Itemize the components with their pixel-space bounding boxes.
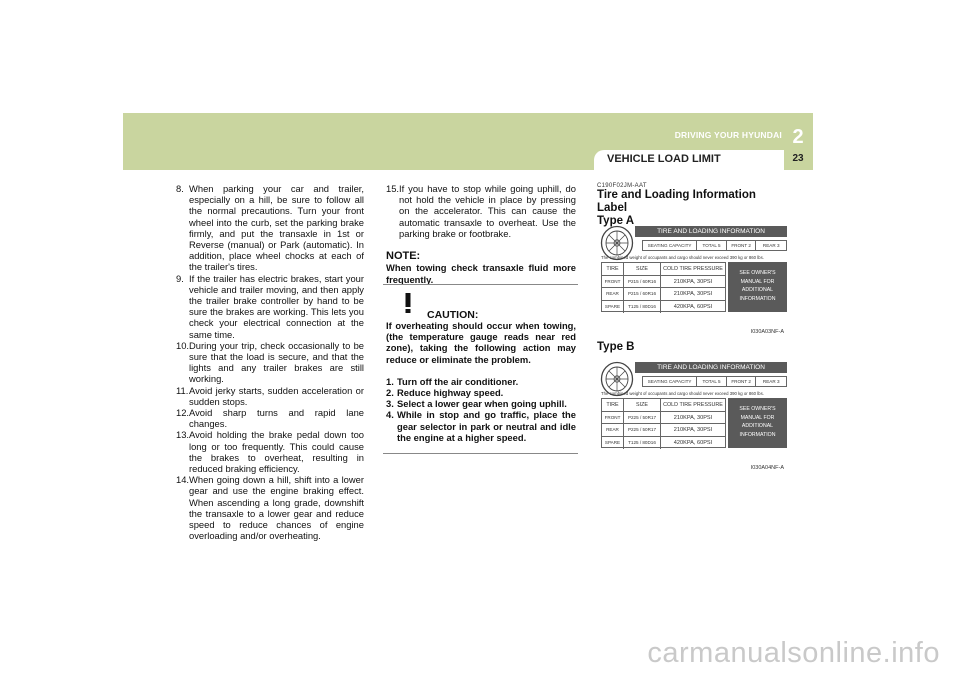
figure-ref-a: I030A03NF-A (750, 329, 784, 335)
see-owners-manual-box: SEE OWNER'S MANUAL FOR ADDITIONAL INFORMATION (728, 398, 787, 448)
table-row: SPARE T125 / 80D16 420KPA, 60PSI (602, 301, 725, 314)
note-title: NOTE: (386, 250, 421, 263)
list-item: 1. Turn off the air conditioner. (386, 375, 519, 387)
table-row: TIRE SIZE COLD TIRE PRESSURE (602, 263, 725, 276)
list-item: 10. During your trip, check occasionally to be sure that the load is secure, and that the lights and any trailer brakes are still working. (176, 339, 364, 385)
list-item: 13. Avoid holding the brake pedal down too long or too frequently. This could cause the brakes to overheat, resulting in reduced braking efficiency. (176, 429, 364, 475)
label-heading: Tire and Loading Information Label (597, 189, 756, 214)
chapter-name: DRIVING YOUR HYUNDAI (674, 130, 782, 140)
type-b-title: Type B (597, 341, 635, 353)
type-a-title: Type A (597, 215, 635, 227)
tire-label-type-a (597, 222, 787, 326)
list-item: 15. If you have to stop while going uphill, do not hold the vehicle in place by pressing on the accelerator. This can cause the automatic transaxle to overheat. Use the parking brake or footbrake. (386, 183, 576, 239)
list-item: 9. If the trailer has electric brakes, start your vehicle and trailer moving, and then apply the trailer brake controller by hand to be sure the brakes are working. This lets you check your electrical connection at the same time. (176, 272, 364, 340)
list-item: 8. When parking your car and trailer, especially on a hill, be sure to follow all the normal precautions. Turn your front wheel into the curb, set the parking brake firmly, and put the transaxle in 1st or Reverse (manual) or Park (automatic). In addition, place wheel chocks at each of the trailer's tires. (176, 183, 364, 273)
tire-pressure-table (601, 398, 726, 448)
caution-title: CAUTION: (427, 309, 479, 321)
list-item: 3. Select a lower gear when going uphill. (386, 398, 567, 410)
table-row: FRONT P225 / 50R17 210KPA, 30PSI (602, 412, 725, 425)
label-header: TIRE AND LOADING INFORMATION (635, 362, 787, 373)
seating-row: SEATING CAPACITY TOTAL 5 FRONT 2 REAR 3 (642, 376, 787, 387)
see-owners-manual-box: SEE OWNER'S MANUAL FOR ADDITIONAL INFORMATION (728, 262, 787, 312)
table-row: REAR P215 / 60R16 210KPA, 30PSI (602, 288, 725, 301)
column-middle (386, 183, 576, 285)
caution-body (386, 320, 576, 443)
note-text: When towing check transaxle fluid more frequently. (386, 262, 576, 285)
list-item: 4. While in stop and go traffic, place the gear selector in park or neutral and idle the engine at a higher speed. (386, 409, 576, 443)
table-row: FRONT P215 / 60R16 210KPA, 30PSI (602, 276, 725, 289)
tire-label-type-b (597, 358, 787, 462)
seating-row: SEATING CAPACITY TOTAL 5 FRONT 2 REAR 3 (642, 240, 787, 251)
weight-limit-text: The combined weight of occupants and cargo should never exceed 390 kg or 860 lbs. (601, 391, 764, 396)
list-item: 12. Avoid sharp turns and rapid lane changes. (176, 407, 364, 430)
section-code: C190F02JM-AAT (597, 183, 647, 189)
watermark: carmanualsonline.info (647, 637, 940, 669)
list-item: 11. Avoid jerky starts, sudden acceleration or sudden stops. (176, 384, 364, 407)
section-title: VEHICLE LOAD LIMIT (607, 153, 721, 165)
weight-limit-text: The combined weight of occupants and cargo should never exceed 390 kg or 860 lbs. (601, 255, 764, 260)
list-item: 2. Reduce highway speed. (386, 387, 504, 399)
warning-triangle-icon (392, 287, 424, 315)
tire-pressure-table (601, 262, 726, 312)
figure-ref-b: I030A04NF-A (750, 465, 784, 471)
table-row: SPARE T125 / 80D16 420KPA, 60PSI (602, 437, 725, 450)
page-number: 23 (792, 153, 804, 164)
caution-intro: If overheating should occur when towing, (the temperature gauge reads near red zone), taking the following action may reduce or eliminate the problem. (386, 320, 576, 365)
label-header: TIRE AND LOADING INFORMATION (635, 226, 787, 237)
column-left (176, 183, 364, 542)
table-row: REAR P225 / 50R17 210KPA, 30PSI (602, 424, 725, 437)
table-row: TIRE SIZE COLD TIRE PRESSURE (602, 399, 725, 412)
list-item: 14. When going down a hill, shift into a lower gear and use the engine braking effect. When ascending a long grade, downshift the transaxle to a lower gear and reduce speed to reduce chances of engine overloading and/or overheating. (176, 474, 364, 542)
chapter-number: 2 (783, 125, 813, 149)
